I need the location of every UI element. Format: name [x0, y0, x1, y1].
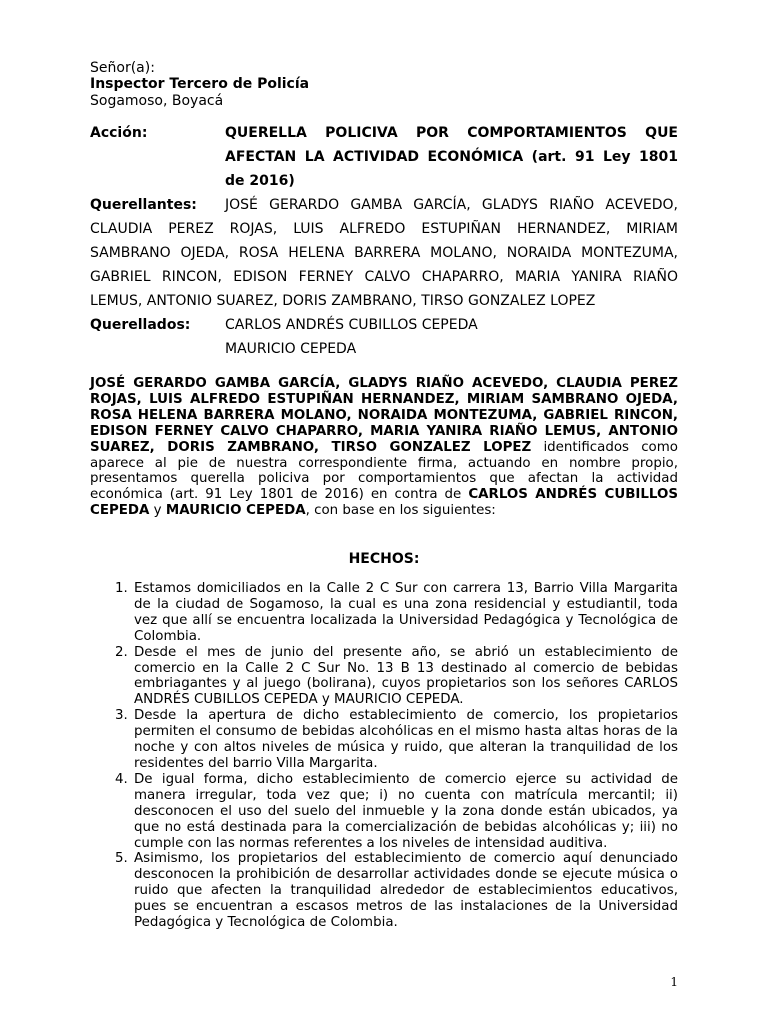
salutation: Señor(a):	[90, 60, 155, 76]
accion-line-2: AFECTAN LA ACTIVIDAD ECONÓMICA (art. 91 Ley 1801	[225, 149, 678, 165]
hecho-item: 3. Desde la apertura de dicho establecimiento de comercio, los propietarios permiten el consumo de bebidas alcohólicas en el mismo hasta altas horas de la noche y con altos niveles de música y ruido, que alteran la tranquilidad de los residentes del barrio Villa Margarita.	[132, 708, 678, 772]
hecho-item: 2. Desde el mes de junio del presente año, se abrió un establecimiento de comercio en la Calle 2 C Sur No. 13 B 13 destinado al comercio de bebidas embriagantes y al juego (bolirana), cuyos propietarios son los señores CARLOS ANDRÉS CUBILLOS CEPEDA y MAURICIO CEPEDA.	[132, 645, 678, 709]
location: Sogamoso, Boyacá	[90, 93, 224, 109]
hecho-item: 5. Asimismo, los propietarios del establecimiento de comercio aquí denunciado desconocen la prohibición de desarrollar actividades donde se ejecute música o ruido que afecten la tranquilidad alrededor de establecimientos educativos, pues se encuentran a escasos metros de las instalaciones de la Universidad Pedagógica y Tecnológica de Colombia.	[132, 851, 678, 931]
defendant-name: MAURICIO CEPEDA	[165, 503, 306, 519]
hechos-list	[90, 581, 678, 931]
querellantes-line: GABRIEL RINCON, EDISON FERNEY CALVO CHAPARRO, MARIA YANIRA RIAÑO	[90, 269, 678, 285]
intro-closing: , con base en los siguientes:	[305, 503, 496, 519]
page-number: 1	[670, 975, 678, 989]
defendant-name: CARLOS ANDRÉS CUBILLOS CEPEDA	[90, 487, 679, 519]
accion-line-1: QUERELLA POLICIVA POR COMPORTAMIENTOS QUE	[225, 125, 678, 141]
querellado-name: CARLOS ANDRÉS CUBILLOS CEPEDA	[225, 317, 478, 333]
querellantes-first-line: JOSÉ GERARDO GAMBA GARCÍA, GLADYS RIAÑO ACEVEDO,	[225, 197, 678, 213]
intro-connector: y	[149, 503, 166, 519]
querellantes-line: SAMBRANO OJEDA, ROSA HELENA BARRERA MOLANO, NORAIDA MONTEZUMA,	[90, 245, 678, 261]
querellantes-line: CLAUDIA PEREZ ROJAS, LUIS ALFREDO ESTUPIÑAN HERNANDEZ, MIRIAM	[90, 221, 678, 237]
querellantes-line: LEMUS, ANTONIO SUAREZ, DORIS ZAMBRANO, TIRSO GONZALEZ LOPEZ	[90, 293, 596, 309]
querellantes-label: Querellantes:	[90, 197, 197, 213]
intro-text: identificados como aparece al pie de nuestra correspondiente firma, actuando en nombre propio, presentamos querella policiva por comportamientos que afectan la actividad económica (art. 91 Ley 1801 de 2016) en contra de	[90, 439, 678, 503]
intro-paragraph	[90, 376, 678, 519]
querellado-name: MAURICIO CEPEDA	[225, 341, 357, 357]
recipient: Inspector Tercero de Policía	[90, 76, 310, 92]
accion-line-3: de 2016)	[225, 173, 295, 189]
plaintiff-names: JOSÉ GERARDO GAMBA GARCÍA, GLADYS RIAÑO ACEVEDO, CLAUDIA PEREZ ROJAS, LUIS ALFREDO ESTUPIÑAN HERNANDEZ, MIRIAM SAMBRANO OJEDA, ROSA HELENA BARRERA MOLANO, NORAIDA MONTEZUMA, GABRIEL RINCON, EDISON FERNEY CALVO CHAPARRO, MARIA YANIRA RIAÑO LEMUS, ANTONIO SUAREZ, DORIS ZAMBRANO, TIRSO GONZALEZ LOPEZ	[90, 376, 678, 455]
hechos-heading: HECHOS:	[348, 551, 420, 567]
hecho-item: 4. De igual forma, dicho establecimiento de comercio ejerce su actividad de manera irregular, toda vez que; i) no cuenta con matrícula mercantil; ii) desconocen el uso del suelo del inmueble y la zona donde están ubicados, ya que no está destinada para la comercialización de bebidas alcohólicas y; iii) no cumple con las normas referentes a los niveles de intensidad auditiva.	[132, 772, 678, 852]
querellados-label: Querellados:	[90, 317, 191, 333]
accion-label: Acción:	[90, 125, 148, 141]
hecho-item: 1. Estamos domiciliados en la Calle 2 C Sur con carrera 13, Barrio Villa Margarita de la ciudad de Sogamoso, la cual es una zona residencial y estudiantil, toda vez que allí se encuentra localizada la Universidad Pedagógica y Tecnológica de Colombia.	[132, 581, 678, 645]
